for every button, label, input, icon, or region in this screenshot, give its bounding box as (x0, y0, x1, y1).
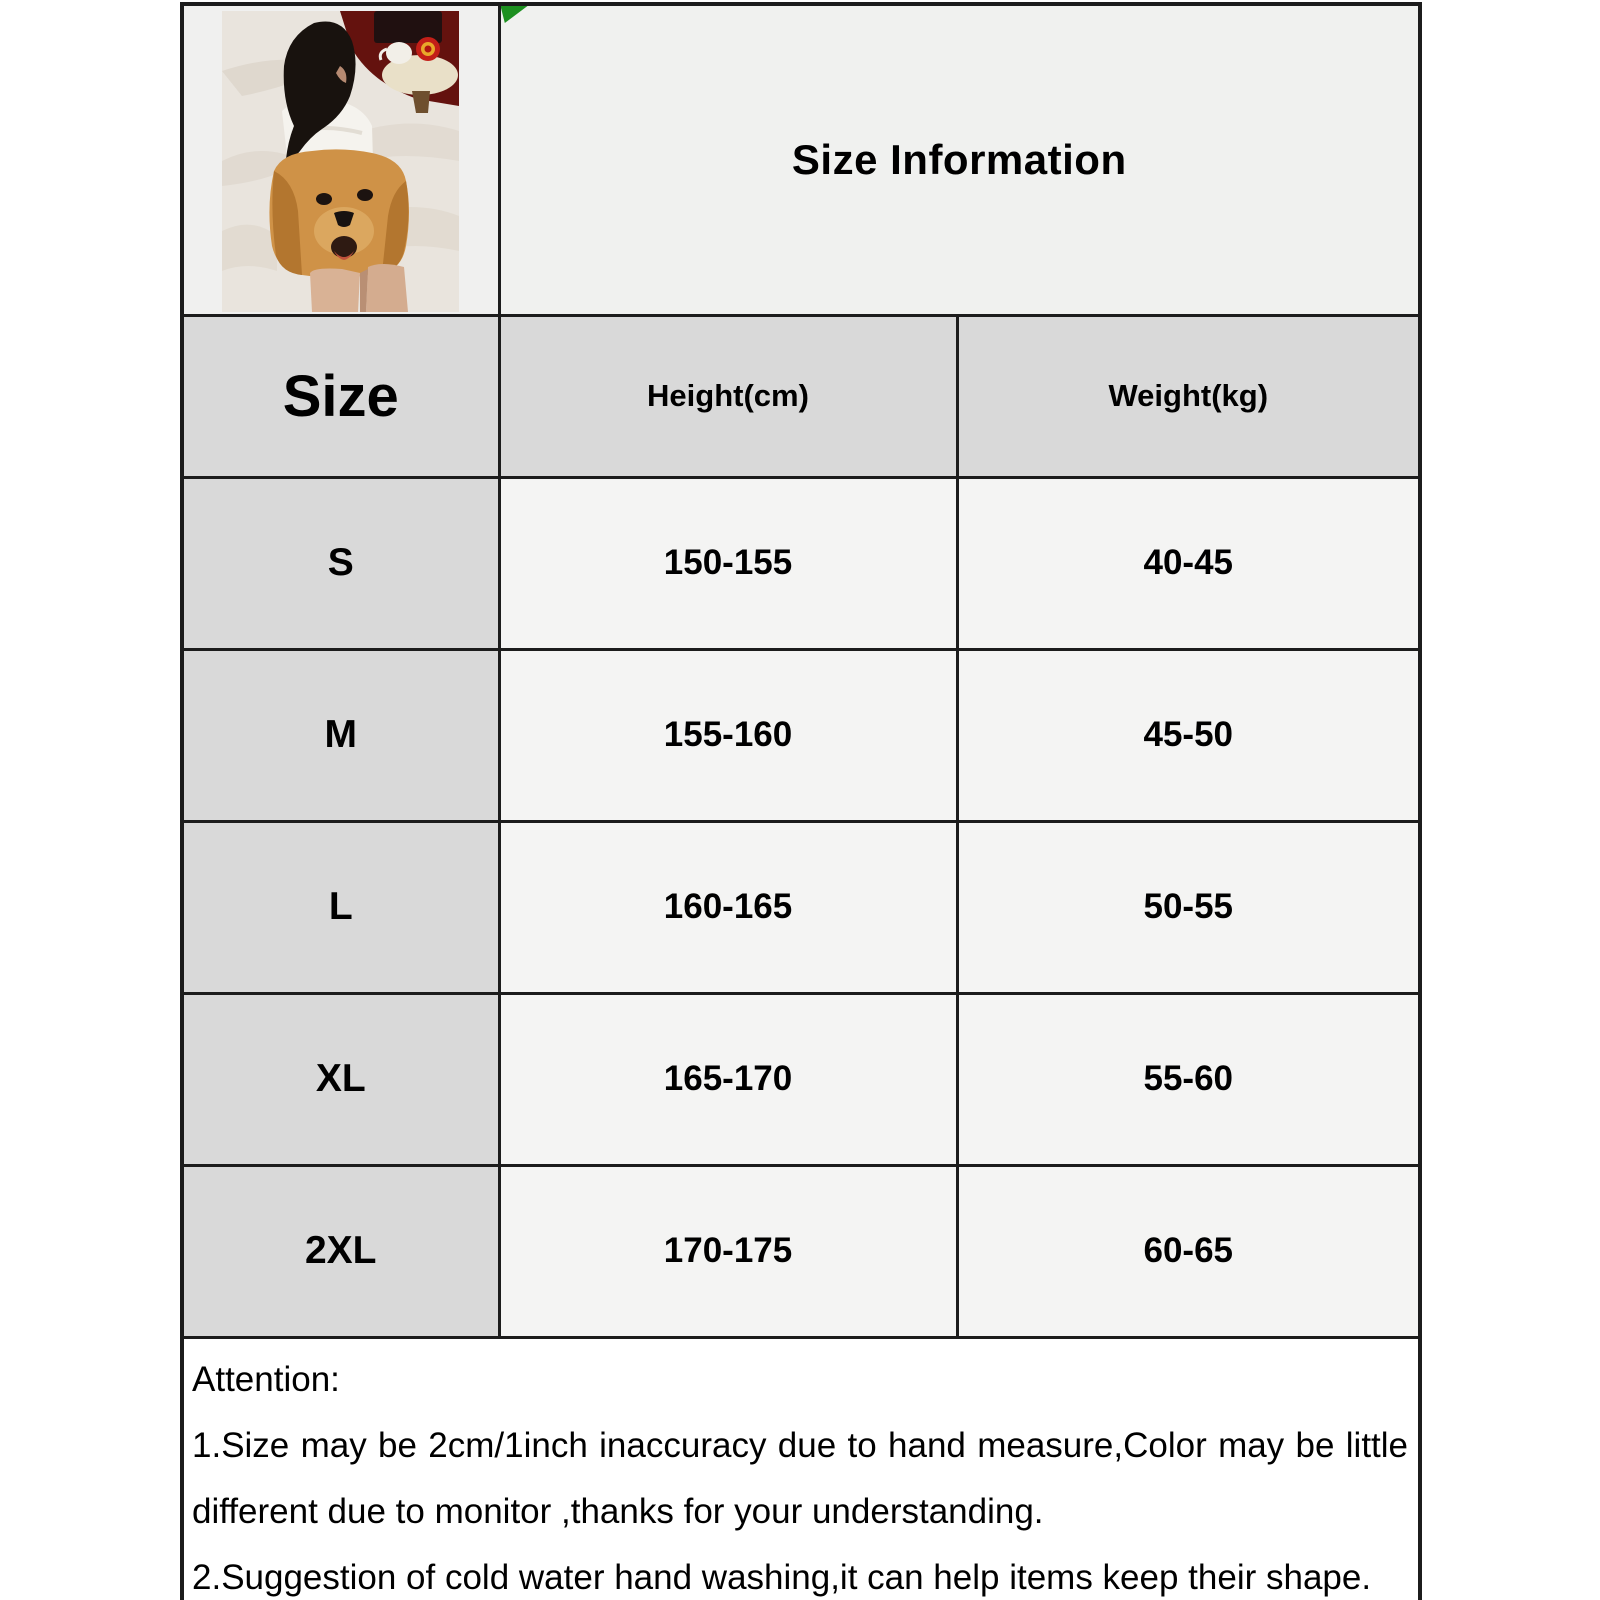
table-row (182, 821, 1420, 993)
size-chart-table (180, 2, 1422, 1600)
size-cell: S (182, 477, 499, 649)
green-corner-marker-icon (501, 6, 528, 23)
notes-row (182, 1337, 1420, 1600)
attention-heading: Attention: (192, 1359, 340, 1399)
height-cell: 150-155 (499, 477, 957, 649)
attention-note-1: 1.Size may be 2cm/1inch inaccuracy due to hand measure,Color may be little different due to monitor ,thanks for your understanding. (192, 1425, 1409, 1531)
size-cell: 2XL (182, 1165, 499, 1337)
attention-cell (182, 1337, 1420, 1600)
table-row (182, 649, 1420, 821)
weight-cell: 50-55 (957, 821, 1420, 993)
size-cell: L (182, 821, 499, 993)
weight-cell: 40-45 (957, 477, 1420, 649)
product-photo (222, 11, 459, 312)
table-row (182, 477, 1420, 649)
height-cell: 155-160 (499, 649, 957, 821)
header-row (182, 315, 1420, 477)
weight-cell: 55-60 (957, 993, 1420, 1165)
weight-cell: 45-50 (957, 649, 1420, 821)
page-title: Size Information (791, 135, 1127, 183)
size-cell: M (182, 649, 499, 821)
photo-cell (182, 4, 499, 315)
table-row (182, 993, 1420, 1165)
height-cell: 165-170 (499, 993, 957, 1165)
size-cell: XL (182, 993, 499, 1165)
attention-note-2: 2.Suggestion of cold water hand washing,it can help items keep their shape. (192, 1557, 1372, 1597)
column-header-height: Height(cm) (499, 315, 957, 477)
table-row (182, 1165, 1420, 1337)
height-cell: 160-165 (499, 821, 957, 993)
column-header-size: Size (182, 315, 499, 477)
title-cell (499, 4, 1420, 315)
column-header-weight: Weight(kg) (957, 315, 1420, 477)
top-row (182, 4, 1420, 315)
weight-cell: 60-65 (957, 1165, 1420, 1337)
height-cell: 170-175 (499, 1165, 957, 1337)
